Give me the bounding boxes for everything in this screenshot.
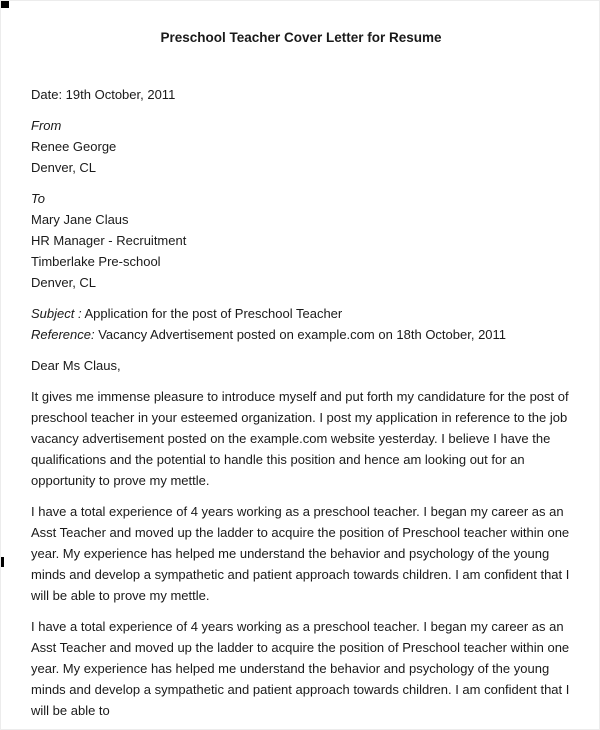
to-role: HR Manager - Recruitment xyxy=(31,233,187,248)
body-paragraph-1: It gives me immense pleasure to introduce myself and put forth my candidature for the post of preschool teacher in your esteemed organization. I post my application in reference to the job vacancy advertisement posted on the example.com website yesterday. I believe I have the qualifications and the potential to handle this position and hence am looking out for an opportunity to prove my mettle. xyxy=(31,389,569,488)
from-block xyxy=(31,115,571,178)
reference-label: Reference: xyxy=(31,327,95,342)
salutation: Dear Ms Claus, xyxy=(31,358,121,373)
to-city: Denver, CL xyxy=(31,275,97,290)
page-corner-mark xyxy=(1,1,9,8)
salutation-block xyxy=(31,355,571,376)
from-label: From xyxy=(31,118,62,133)
to-organization: Timberlake Pre-school xyxy=(31,254,161,269)
letter-content xyxy=(1,1,599,721)
date-line: Date: 19th October, 2011 xyxy=(31,87,176,102)
subject-reference-block xyxy=(31,303,571,345)
body-paragraph-3: I have a total experience of 4 years working as a preschool teacher. I began my career as an Asst Teacher and moved up the ladder to acquire the position of Preschool teacher within one year. My experience has helped me understand the behavior and psychology of the young minds and develop a sympathetic and patient approach towards children. I am confident that I will be able to xyxy=(31,619,570,718)
body-paragraph-2: I have a total experience of 4 years working as a preschool teacher. I began my career as an Asst Teacher and moved up the ladder to acquire the position of Preschool teacher within one year. My experience has helped me understand the behavior and psychology of the young minds and develop a sympathetic and patient approach towards children. I am confident that I will be able to prove my mettle. xyxy=(31,504,570,603)
document-title: Preschool Teacher Cover Letter for Resume xyxy=(160,30,442,45)
to-block xyxy=(31,188,571,293)
to-name: Mary Jane Claus xyxy=(31,212,129,227)
to-label: To xyxy=(31,191,45,206)
page-left-edge-mark xyxy=(1,557,4,567)
from-name: Renee George xyxy=(31,139,117,154)
date-block xyxy=(31,84,571,105)
subject-label: Subject : xyxy=(31,306,82,321)
subject-line xyxy=(31,303,571,324)
reference-text: Vacancy Advertisement posted on example.com on 18th October, 2011 xyxy=(94,327,507,342)
subject-text: Application for the post of Preschool Teacher xyxy=(81,306,343,321)
reference-line xyxy=(31,324,571,345)
from-city: Denver, CL xyxy=(31,160,97,175)
